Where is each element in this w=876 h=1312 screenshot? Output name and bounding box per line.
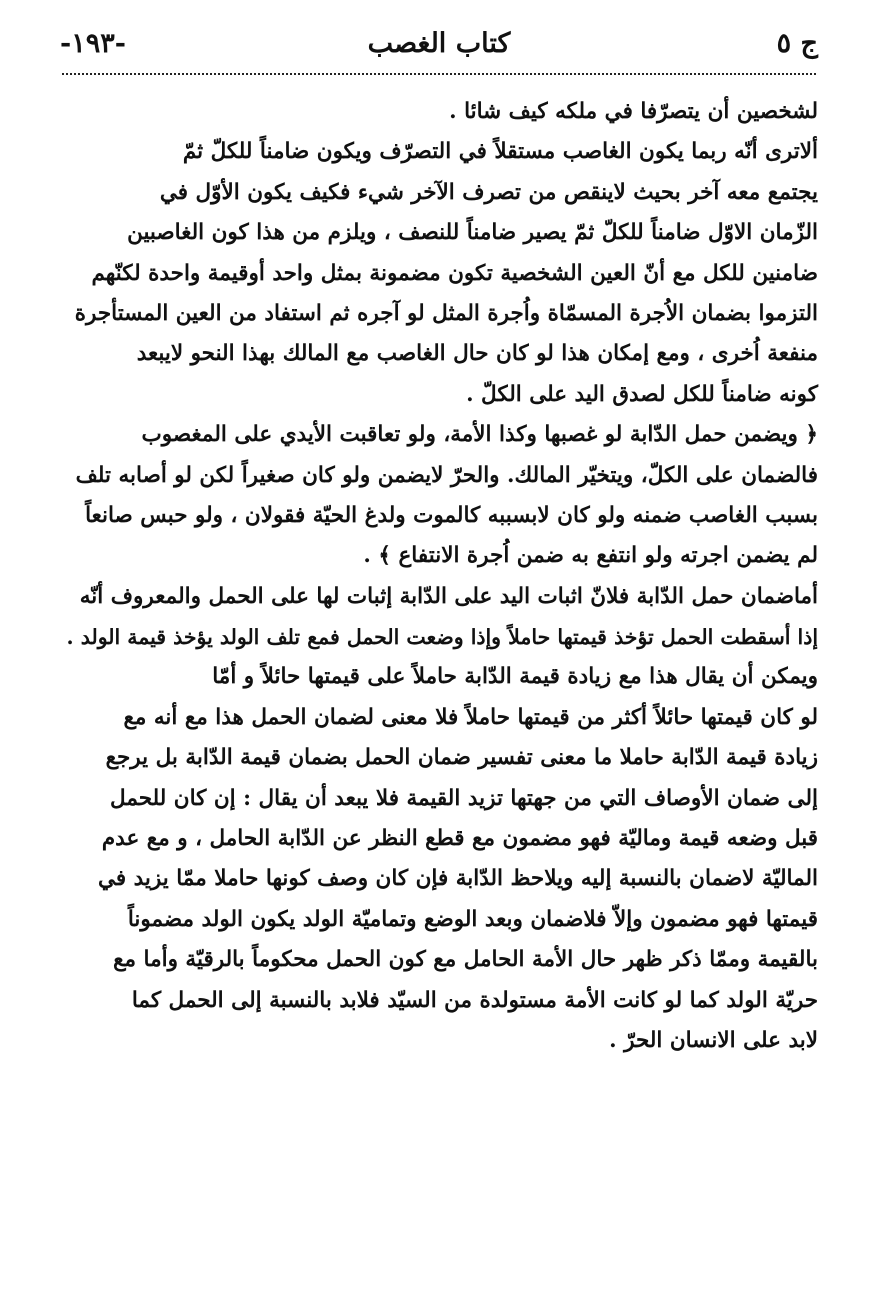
text-line: لابد على الانسان الحرّ . [609,1027,818,1053]
text-line: قيمتها فهو مضمون وإلاّ فلاضمان وبعد الوضع وتماميّة الولد يكون الولد مضموناً [127,906,818,932]
text-line: لشخصين أن يتصرّفا في ملكه كيف شائا . [449,99,818,124]
volume-number: ج ٥ [776,28,818,59]
quoted-text-line: ﴿ ويضمن حمل الدّابة لو غصبها وكذا الأمة، ولو تعاقبت الأيدي على المغصوب [141,422,818,448]
text-line: ضامنين للكل مع أنّ العين الشخصية تكون مضمونة بمثل واحد أوقيمة واحدة لكنّهم [91,260,818,286]
text-line: إلى ضمان الأوصاف التي من جهتها تزيد القيمة فلا يبعد أن يقال : إن كان للحمل [110,785,818,811]
page-header [60,22,818,68]
text-line: منفعة اُخرى ، ومع إمكان هذا لو كان حال الغاصب مع المالك بهذا النحو لايبعد [136,341,818,367]
text-line: كونه ضامناً للكل لصدق اليد على الكلّ . [466,381,818,407]
header-divider [62,73,816,75]
text-line: قبل وضعه قيمة وماليّة فهو مضمون مع قطع النظر عن الدّابة الحامل ، و مع عدم [101,826,818,852]
quoted-text-line: لم يضمن اجرته ولو انتفع به ضمن اُجرة الانتفاع ﴾ . [363,543,818,569]
text-line: إذا أسقطت الحمل تؤخذ قيمتها حاملاً وإذا وضعت الحمل فمع تلف الولد يؤخذ قيمة الولد . [66,625,818,650]
quoted-text-line: فالضمان على الكلّ، ويتخيّر المالك. والحرّ لايضمن ولو كان صغيراً لكن لو أصابه تلف [75,462,818,488]
text-line: التزموا بضمان الاُجرة المسمّاة واُجرة المثل لو آجره ثم استفاد من العين المستأجرة [74,300,818,326]
page-number: -١٩٣- [60,28,126,59]
text-line: الماليّة لاضمان بالنسبة إليه ويلاحظ الدّابة فإن كان وصف كونها حاملا ممّا يزيد في [97,866,818,892]
text-line: لو كان قيمتها حائلاً أكثر من قيمتها حاملاً فلا معنى لضمان الحمل هذا مع أنه مع [123,704,818,730]
main-text [66,92,818,1061]
text-line: أماضمان حمل الدّابة فلانّ اثبات اليد على الدّابة إثبات لها على الحمل والمعروف أنّه [79,583,818,609]
text-line: حريّة الولد كما لو كانت الأمة مستولدة من السيّد فلابد بالنسبة إلى الحمل كما [131,987,818,1013]
text-line: الزّمان الاوّل ضامناً للكلّ ثمّ يصير ضامناً للنصف ، ويلزم من هذا كون الغاصبين [127,220,818,246]
text-line: بالقيمة وممّا ذكر ظهر حال الأمة الحامل مع كون الحمل محكوماً بالرقيّة وأما مع [113,947,818,973]
text-line: يجتمع معه آخر بحيث لاينقص من تصرف الآخر شيء فكيف يكون الأوّل في [159,179,818,205]
text-line: زيادة قيمة الدّابة حاملا ما معنى تفسير ضمان الحمل بضمان قيمة الدّابة بل يرجع [105,745,818,771]
book-title: كتاب الغصب [367,28,511,59]
text-line: ويمكن أن يقال هذا مع زيادة قيمة الدّابة حاملاً على قيمتها حائلاً و أمّا [212,664,818,690]
text-line: ألاترى أنّه ربما يكون الغاصب مستقلاً في التصرّف ويكون ضامناً للكلّ ثمّ [182,139,818,165]
quoted-text-line: بسبب الغاصب ضمنه ولو كان لابسببه كالموت ولدغ الحيّة فقولان ، ولو حبس صانعاً [85,502,818,528]
